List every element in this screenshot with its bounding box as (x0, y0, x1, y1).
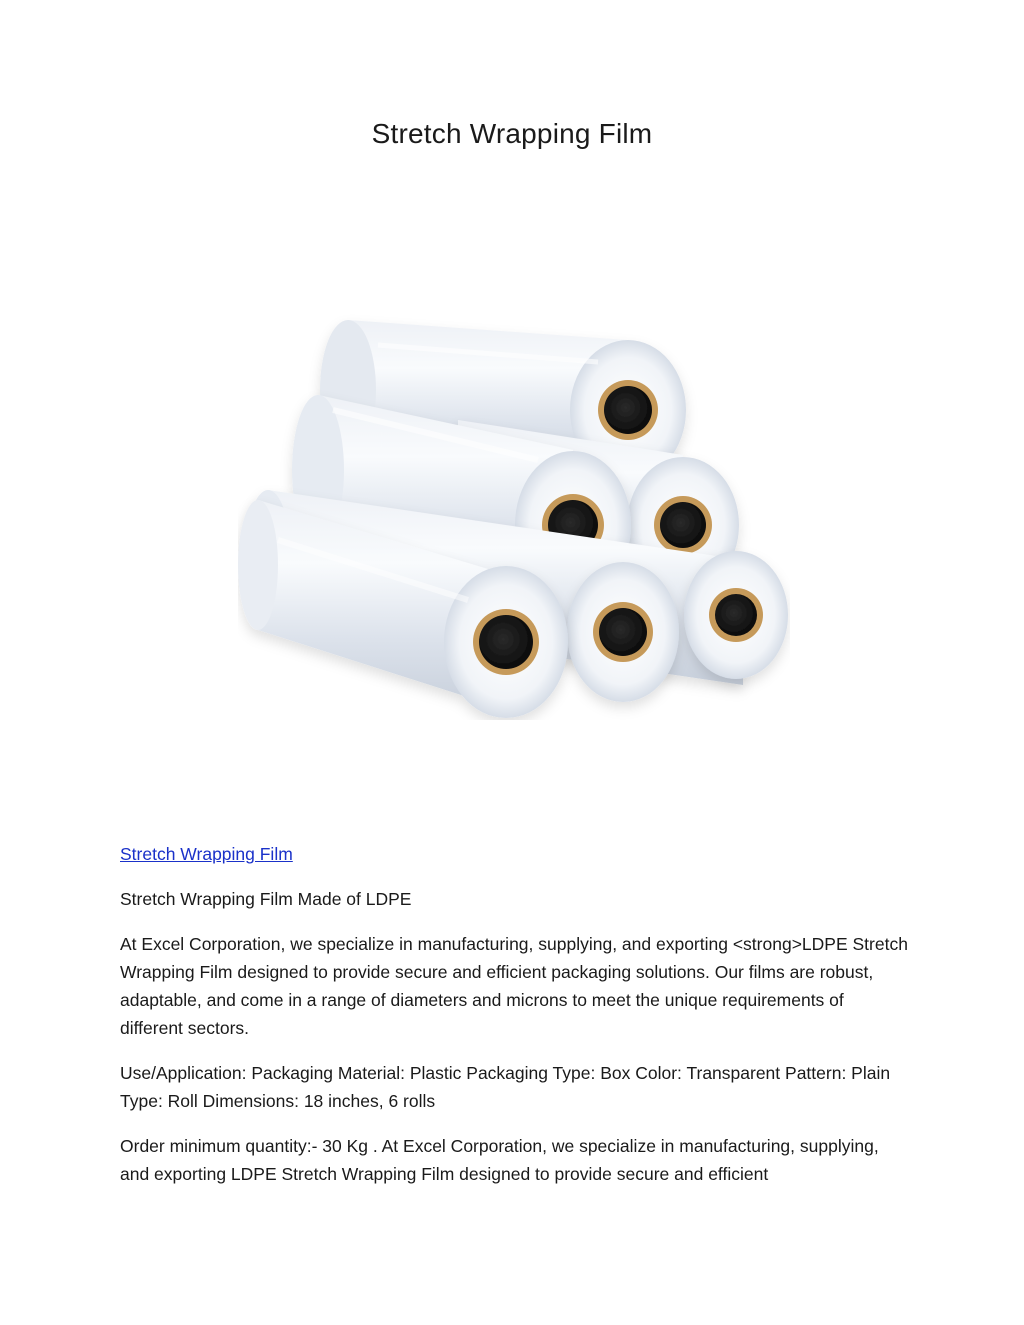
document-body (120, 840, 910, 1205)
stretch-film-rolls-image (238, 300, 790, 720)
subtitle-paragraph: Stretch Wrapping Film Made of LDPE (120, 889, 412, 909)
intro-paragraph: At Excel Corporation, we specialize in manufacturing, supplying, and exporting <strong>LDPE Stretch Wrapping Film designed to provide secure and efficient packaging solutions. Our films are robust, adaptable, and come in a range of diameters and microns to meet the unique requirements of different sectors. (120, 934, 908, 1038)
specs-paragraph: Use/Application: Packaging Material: Plastic Packaging Type: Box Color: Transparent Pattern: Plain Type: Roll Dimensions: 18 inches, 6 rolls (120, 1063, 891, 1111)
stretch-film-link[interactable]: Stretch Wrapping Film (120, 844, 293, 864)
page-title: Stretch Wrapping Film (371, 118, 653, 149)
order-paragraph: Order minimum quantity:- 30 Kg . At Excel Corporation, we specialize in manufacturing, supplying, and exporting LDPE Stretch Wrapping Film designed to provide secure and efficient (120, 1136, 879, 1184)
